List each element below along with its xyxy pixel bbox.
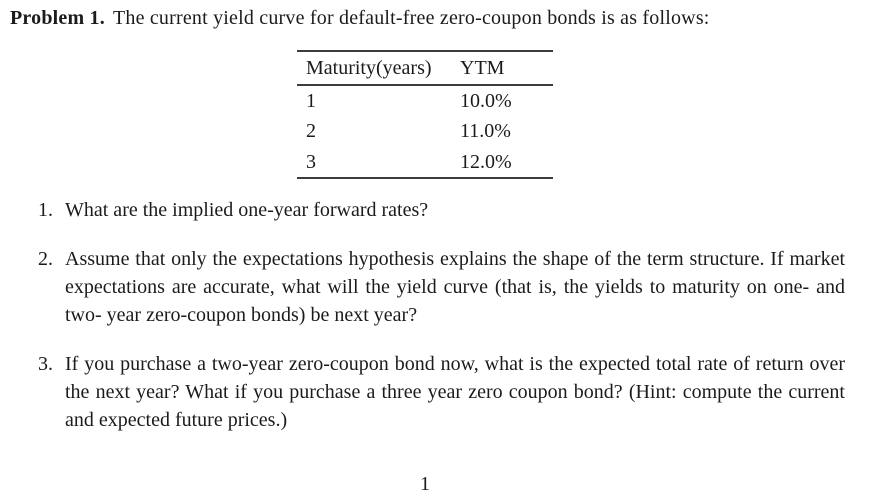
question-text: If you purchase a two-year zero-coupon bond now, what is the expected total rate of return over the next year? What if you purchase a three year zero coupon bond? (Hint: compute the current and expected future prices.) (65, 353, 845, 431)
col-header-maturity: Maturity(years) (306, 56, 432, 79)
ytm-cell: 12.0% (460, 150, 512, 173)
yield-curve-table (297, 50, 553, 179)
question-item (38, 196, 845, 224)
maturity-cell: 1 (306, 89, 316, 112)
maturity-cell: 3 (306, 150, 316, 173)
table-row (297, 147, 553, 178)
col-header-ytm: YTM (460, 56, 505, 79)
ytm-cell: 11.0% (460, 120, 511, 142)
question-number: 1. (38, 199, 53, 221)
table-row (297, 85, 553, 116)
question-list (38, 196, 845, 455)
table-row (297, 116, 553, 147)
page-number: 1 (420, 473, 430, 495)
problem-intro: The current yield curve for default-free zero-coupon bonds is as follows: (112, 7, 710, 29)
question-number: 3. (38, 353, 53, 375)
table-header-row (297, 51, 553, 85)
problem-heading (10, 7, 710, 30)
question-item (38, 245, 845, 329)
problem-label: Problem 1. (10, 7, 105, 29)
question-text: Assume that only the expectations hypothesis explains the shape of the term structure. If market expectations are accurate, what will the yield curve (that is, the yields to maturity on one- and two- year zero-coupon bonds) be next year? (65, 248, 845, 326)
question-text: What are the implied one-year forward rates? (65, 199, 429, 221)
maturity-cell: 2 (306, 120, 316, 142)
ytm-cell: 10.0% (460, 89, 512, 112)
question-number: 2. (38, 248, 53, 270)
question-item (38, 350, 845, 434)
